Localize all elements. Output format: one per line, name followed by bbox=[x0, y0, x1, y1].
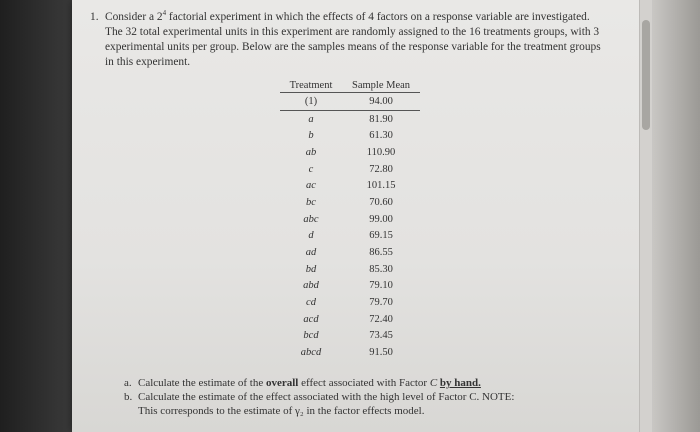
table-row bbox=[280, 311, 420, 328]
question-a bbox=[124, 376, 604, 390]
table-row bbox=[280, 244, 420, 261]
treatment-cell: ac bbox=[306, 180, 316, 192]
table-row bbox=[280, 294, 420, 311]
table-row bbox=[280, 261, 420, 278]
table-header bbox=[280, 80, 420, 93]
treatment-cell: acd bbox=[303, 313, 319, 325]
background-right bbox=[652, 0, 700, 432]
mean-cell: 69.15 bbox=[369, 230, 393, 242]
treatment-cell: abcd bbox=[300, 347, 322, 359]
mean-cell: 73.45 bbox=[369, 330, 393, 342]
treatment-cell: b bbox=[308, 130, 314, 142]
question-a-end: by hand. bbox=[439, 377, 481, 389]
superscript: 4 bbox=[162, 9, 167, 18]
mean-cell: 94.00 bbox=[369, 95, 393, 107]
table-row bbox=[280, 211, 420, 228]
mean-cell: 70.60 bbox=[369, 196, 393, 208]
mean-cell: 110.90 bbox=[366, 146, 396, 158]
question-a-label: a. bbox=[124, 377, 132, 389]
table-row bbox=[280, 177, 420, 194]
scrollbar[interactable] bbox=[639, 0, 652, 432]
mean-cell: 72.80 bbox=[369, 163, 393, 175]
treatment-table bbox=[280, 80, 420, 361]
header-treatment: Treatment bbox=[289, 80, 333, 91]
mean-cell: 79.10 bbox=[369, 280, 393, 292]
table-row bbox=[280, 127, 420, 144]
question-a-pre: Calculate the estimate of the bbox=[138, 377, 266, 389]
treatment-cell: c bbox=[308, 163, 314, 175]
treatment-cell: ad bbox=[305, 247, 317, 259]
background-left bbox=[0, 0, 72, 432]
table-row bbox=[280, 111, 420, 128]
table-row bbox=[280, 228, 420, 245]
table-row bbox=[280, 161, 420, 178]
mean-cell: 61.30 bbox=[369, 130, 393, 142]
scroll-thumb[interactable] bbox=[642, 20, 650, 130]
mean-cell: 72.40 bbox=[369, 313, 393, 325]
treatment-cell: d bbox=[308, 230, 314, 242]
treatment-cell: ab bbox=[305, 146, 317, 158]
header-sample-mean: Sample Mean bbox=[351, 80, 411, 91]
treatment-cell: cd bbox=[306, 297, 316, 309]
table-row bbox=[280, 144, 420, 161]
problem-statement bbox=[90, 10, 610, 70]
problem-text-part2: factorial experiment in which the effects of 4 factors on a response variable are investigated. The 32 total experimental units in this experiment are randomly assigned to the 16 treatments groups, with 3 experimental units per group. Below are the samples means of the response variable for the treatment groups in this experiment. bbox=[105, 11, 601, 68]
treatment-cell: abd bbox=[303, 280, 319, 292]
question-a-bold: overall bbox=[265, 377, 299, 389]
treatment-cell: abc bbox=[303, 213, 319, 225]
problem-text bbox=[105, 10, 610, 70]
mean-cell: 99.00 bbox=[369, 213, 393, 225]
document-page bbox=[72, 0, 652, 432]
question-b-line1: Calculate the estimate of the effect associated with the high level of Factor C. NOTE: bbox=[138, 391, 515, 403]
problem-number: 1. bbox=[90, 11, 99, 23]
table-row bbox=[280, 328, 420, 345]
question-b-line2: This corresponds to the estimate of γ₂ in the factor effects model. bbox=[138, 405, 425, 417]
treatment-cell: bc bbox=[306, 196, 316, 208]
mean-cell: 79.70 bbox=[369, 297, 393, 309]
treatment-cell: (1) bbox=[304, 95, 318, 107]
question-a-factor: C bbox=[429, 377, 438, 389]
mean-cell: 91.50 bbox=[369, 347, 393, 359]
treatment-cell: bd bbox=[305, 263, 317, 275]
question-b-label: b. bbox=[124, 391, 133, 403]
table-row bbox=[280, 194, 420, 211]
treatment-cell: bcd bbox=[303, 330, 319, 342]
table-row bbox=[280, 344, 420, 361]
treatment-cell: a bbox=[308, 113, 314, 125]
mean-cell: 101.15 bbox=[366, 180, 396, 192]
question-b bbox=[124, 390, 604, 404]
questions bbox=[124, 376, 604, 418]
mean-cell: 86.55 bbox=[369, 247, 393, 259]
problem-text-part1: Consider a 2 bbox=[105, 11, 163, 23]
question-a-mid: effect associated with Factor bbox=[298, 377, 430, 389]
table-row bbox=[280, 278, 420, 295]
mean-cell: 81.90 bbox=[369, 113, 393, 125]
question-a-text bbox=[138, 376, 481, 390]
mean-cell: 85.30 bbox=[369, 263, 393, 275]
table-row bbox=[280, 93, 420, 111]
